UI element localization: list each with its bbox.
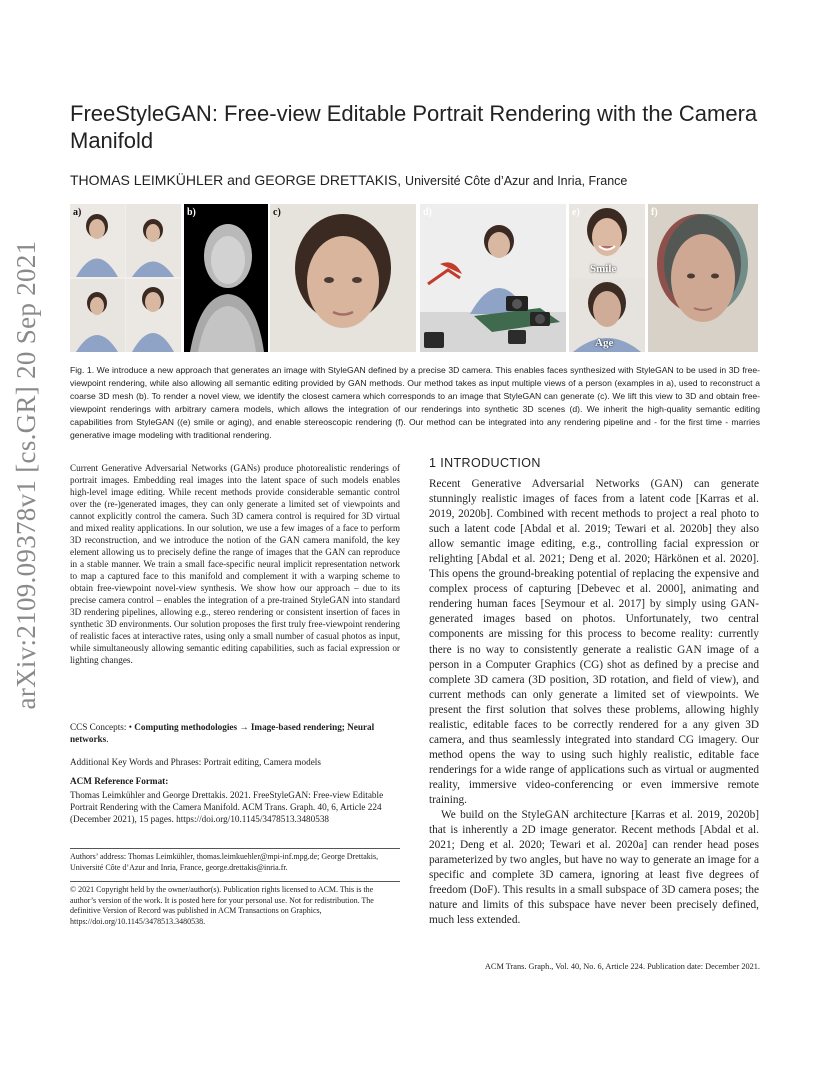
panel-label-d: d): [423, 207, 432, 218]
panel-label-f: f): [651, 207, 658, 218]
arxiv-identifier: arXiv:2109.09378v1 [cs.GR] 20 Sep 2021: [11, 240, 41, 710]
reference-format-heading: ACM Reference Format:: [70, 776, 169, 786]
author-affiliation: Université Côte d’Azur and Inria, France: [405, 174, 628, 188]
intro-paragraph-1: Recent Generative Adversarial Networks (GAN) can generate stunningly realistic images of faces from a latent code [Karras et al. 2019, 2020b]. Combined with recent methods to project a real photo to such a latent code [Abdal et al. 2019; Tewari et al. 2020b] they also allow semantic image editing, e.g., controlling facial expression or relighting [Abdal et al. 2021; Deng et al. 2020; Härkönen et al. 2020]. This opens the ground-breaking potential of replacing the expensive and complex process of capturing [Debevec et al. 2000], animating and rendering human faces [Seymour et al. 2017] by simply using GAN-generated images based on photos. Unfortunately, two central components are missing for this process to become reality: currently there is no way to consistently generate a realistic GAN image of a person in a Computer Graphics (CG) shot as defined by a precise and complete 3D camera (3D position, 3D rotation, and field of view), and current methods can only generate a limited set of viewpoints. We present the first solution that solves these problems, allowing highly realistic, editable faces to be correctly rendered for a any given 3D camera, and thus seamlessly integrated into standard CG imagery. Our method opens the way to using such highly realistic, editable face renderings for a wide range of applications such as virtual or augmented reality, immersive video-conferencing or even immersive remote training.: [429, 478, 759, 806]
semantic-edit-images: [569, 204, 645, 352]
author-address: Authors’ address: Thomas Leimkühler, thomas.leimkuehler@mpi-inf.mpg.de; George Drettakis, Université Côte d’Azur and Inria, France, george.drettakis@inria.fr.: [70, 852, 379, 872]
panel-label-b: b): [187, 207, 196, 218]
introduction-body: [429, 477, 759, 928]
paper-title: FreeStyleGAN: Free-view Editable Portrait Rendering with the Camera Manifold: [70, 101, 758, 153]
page-footer: ACM Trans. Graph., Vol. 40, No. 6, Article 224. Publication date: December 2021.: [484, 962, 760, 971]
figure-panel-b: [184, 204, 268, 352]
input-views-photo-grid: [70, 204, 181, 352]
copyright-divider: [70, 881, 400, 882]
reference-format-text: Thomas Leimkühler and George Drettakis. 2021. FreeStyleGAN: Free-view Editable Portrait Rendering with the Camera Manifold. ACM Trans. Graph. 40, 6, Article 224 (December 2021), 15 pages. https://doi.org/10.1145/3478513.3480538: [70, 790, 384, 824]
panel-label-a: a): [73, 207, 82, 218]
keywords: Additional Key Words and Phrases: Portrait editing, Camera models: [70, 757, 321, 767]
ccs-concepts-list: Computing methodologies → Image-based rendering; Neural networks: [70, 722, 375, 744]
intro-paragraph-2: We build on the StyleGAN architecture [Karras et al. 2019, 2020b] that is inherently a 2D image generator. Recent methods [Abdal et al. 2021; Deng et al. 2020; Tewari et al. 2020a] can render head poses parameterized by two angles, but have no way to generate an image for a specific and complete 3D camera, ignoring at least five degrees of freedom (DoF). This results in a small subspace of 3D camera poses; the nature and limits of this subspace have never been precisely defined, much less extended.: [429, 809, 759, 927]
figure-panel-d: [420, 204, 566, 352]
synthetic-scene-image: [420, 204, 566, 352]
figure-panel-a: [70, 204, 181, 352]
figure-panel-c: [270, 204, 416, 352]
panel-label-c: c): [273, 207, 281, 218]
mesh-reconstruction-image: [184, 204, 268, 352]
figure-panel-e: [569, 204, 645, 352]
author-line: [70, 172, 627, 188]
stylegan-portrait-image: [270, 204, 416, 352]
smile-edit-label: Smile: [590, 263, 617, 275]
ccs-suffix: .: [106, 734, 109, 744]
author-names: THOMAS LEIMKÜHLER and GEORGE DRETTAKIS,: [70, 172, 402, 188]
figure-panel-f: [648, 204, 758, 352]
ccs-prefix: CCS Concepts: •: [70, 722, 132, 732]
footnote-divider: [70, 848, 400, 849]
figure-caption: Fig. 1. We introduce a new approach that generates an image with StyleGAN defined by a precise 3D camera. This enables faces synthesized with StyleGAN to be used in 3D free-viewpoint rendering, while also allowing all semantic editing provided by GAN methods. Our method takes as input multiple views of a person (examples in a), used to reconstruct a coarse 3D mesh (b). To render a novel view, we identify the closest camera which corresponds to an image that StyleGAN can generate (c). We lift this view to 3D and obtain free-viewpoint renderings with arbitrary camera models, which allows the integration of our renderings into synthetic 3D scenes (d). We inherit the high-quality semantic editing capabilities from StyleGAN ((e) smile or aging), and enable stereoscopic rendering (f). Our method can be integrated into any rendering pipeline and - for the first time - marries generative image modeling with traditional rendering.: [70, 365, 760, 440]
panel-label-e: e): [572, 207, 580, 218]
copyright-notice: © 2021 Copyright held by the owner/author(s). Publication rights licensed to ACM. This is the author’s version of the work. It is posted here for your personal use. Not for redistribution. The definitive Version of Record was published in ACM Transactions on Graphics, https://doi.org/10.1145/3478513.3480538.: [70, 885, 374, 926]
abstract: Current Generative Adversarial Networks (GANs) produce photorealistic renderings of portrait images. Embedding real images into the latent space of such models enables high-level image editing. While recent methods provide considerable semantic control over the (re-)generated images, they can only generate a limited set of viewpoints and cannot explicitly control the camera. Such 3D camera control is required for 3D virtual and mixed reality applications. In our solution, we use a few images of a face to perform 3D reconstruction, and we introduce the notion of the GAN camera manifold, the key element allowing us to precisely define the range of images that the GAN can reproduce in a stable manner. We train a small face-specific neural implicit representation network to map a captured face to this manifold and complement it with a warping scheme to obtain free-viewpoint novel-view synthesis. We show how our approach – due to its precise camera control – enables the integration of a pre-trained StyleGAN into standard 3D rendering pipelines, allowing e.g., stereo rendering or consistent insertion of faces in synthetic 3D environments. Our solution proposes the first truly free-viewpoint rendering of realistic faces at interactive rates, using only a small number of casual photos as input, while simultaneously allowing semantic editing capabilities, such as facial expression or lighting changes.: [70, 463, 400, 665]
section-heading: 1 INTRODUCTION: [429, 456, 541, 470]
stereo-anaglyph-image: [648, 204, 758, 352]
ccs-concepts: [70, 721, 400, 745]
age-edit-label: Age: [595, 337, 614, 349]
